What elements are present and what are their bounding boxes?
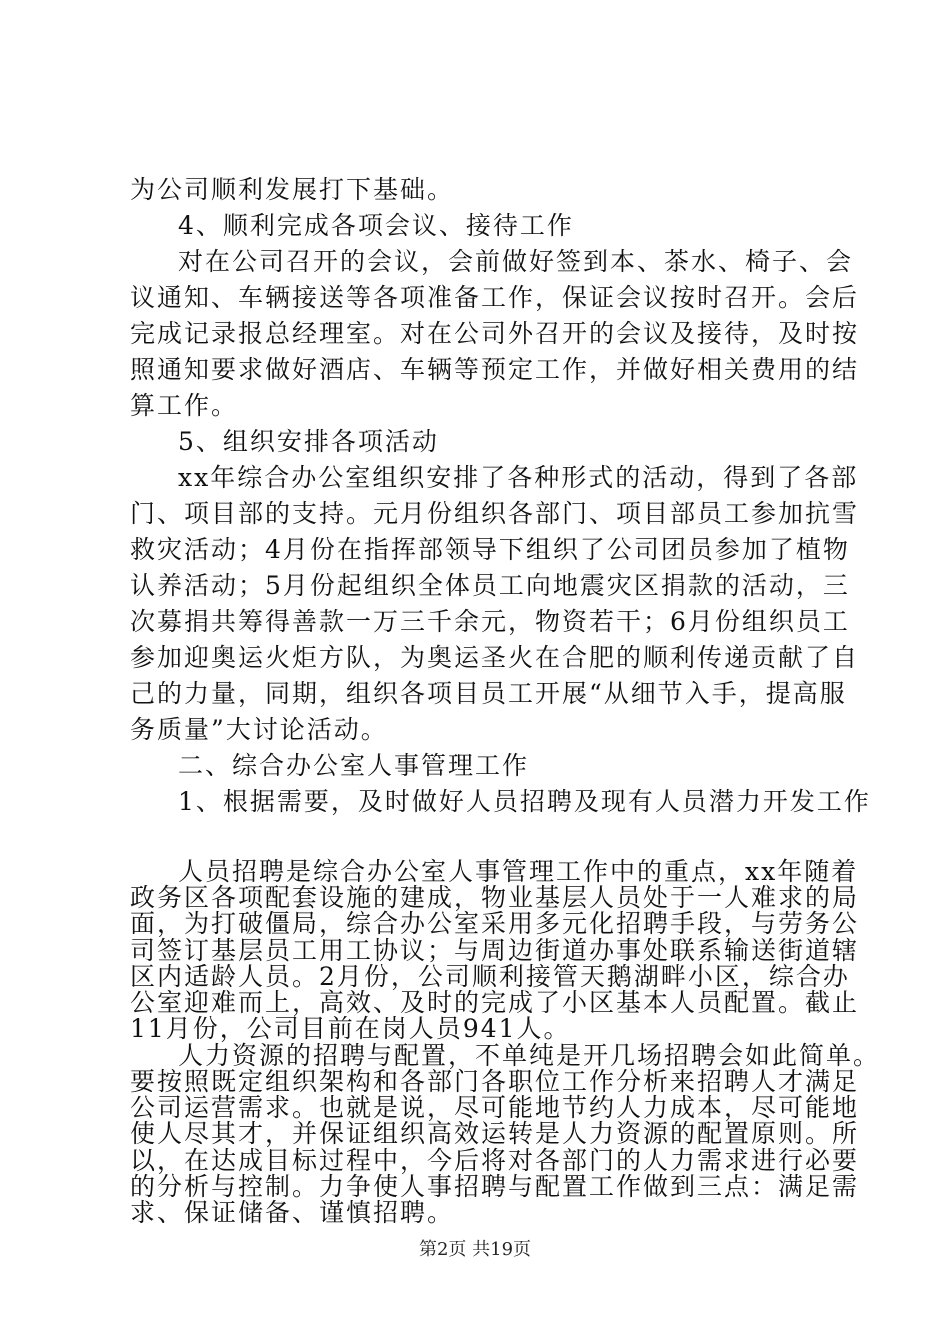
paragraph-line: 次募捐共筹得善款一万三千余元，物资若干；6月份组织员工 bbox=[130, 607, 850, 636]
section-heading: 1、根据需要，及时做好人员招聘及现有人员潜力开发工作 bbox=[178, 787, 871, 816]
paragraph-line: 的分析与控制。力争使人事招聘与配置工作做到三点：满足需 bbox=[130, 1171, 860, 1201]
paragraph-line: 务质量”大讨论活动。 bbox=[130, 715, 388, 744]
paragraph-line: 面，为打破僵局，综合办公室采用多元化招聘手段，与劳务公 bbox=[130, 909, 860, 939]
page-number: 第2页 共19页 bbox=[418, 1239, 532, 1260]
paragraph-line: 算工作。 bbox=[130, 391, 239, 420]
paragraph-line: 以，在达成目标过程中，今后将对各部门的人力需求进行必要 bbox=[130, 1145, 860, 1175]
paragraph-line: 议通知、车辆接送等各项准备工作，保证会议按时召开。会后 bbox=[130, 283, 860, 312]
paragraph-line: 公室迎难而上，高效、及时的完成了小区基本人员配置。截止 bbox=[130, 988, 860, 1018]
section-heading: 二、综合办公室人事管理工作 bbox=[178, 751, 530, 780]
paragraph-line: 政务区各项配套设施的建成，物业基层人员处于一人难求的局 bbox=[130, 883, 860, 913]
paragraph-line: 要按照既定组织架构和各部门各职位工作分析来招聘人才满足 bbox=[130, 1066, 860, 1096]
paragraph-line: 己的力量，同期，组织各项目员工开展“从细节入手，提高服 bbox=[130, 679, 847, 708]
section-heading: 4、顺利完成各项会议、接待工作 bbox=[178, 211, 574, 240]
paragraph-line: 参加迎奥运火炬方队，为奥运圣火在合肥的顺利传递贡献了自 bbox=[130, 643, 860, 672]
paragraph-line: 完成记录报总经理室。对在公司外召开的会议及接待，及时按 bbox=[130, 319, 860, 348]
paragraph-line: 对在公司召开的会议，会前做好签到本、茶水、椅子、会 bbox=[178, 247, 854, 276]
paragraph-line: 使人尽其才，并保证组织高效运转是人力资源的配置原则。所 bbox=[130, 1119, 860, 1149]
paragraph-line: 司签订基层员工用工协议；与周边街道办事处联系输送街道辖 bbox=[130, 935, 860, 965]
paragraph-line: 11月份，公司目前在岗人员941人。 bbox=[130, 1014, 571, 1044]
paragraph-line: 人员招聘是综合办公室人事管理工作中的重点，xx年随着 bbox=[178, 857, 859, 886]
paragraph-line: 照通知要求做好酒店、车辆等预定工作，并做好相关费用的结 bbox=[130, 355, 860, 384]
paragraph-line: 公司运营需求。也就是说，尽可能地节约人力成本，尽可能地 bbox=[130, 1093, 860, 1123]
paragraph-line: 认养活动；5月份起组织全体员工向地震灾区捐款的活动，三 bbox=[130, 571, 850, 600]
paragraph-line: 救灾活动；4月份在指挥部领导下组织了公司团员参加了植物 bbox=[130, 535, 850, 564]
paragraph-line: 人力资源的招聘与配置，不单纯是开几场招聘会如此简单。 bbox=[178, 1040, 881, 1070]
paragraph-line: 为公司顺利发展打下基础。 bbox=[130, 175, 455, 204]
section-heading: 5、组织安排各项活动 bbox=[178, 427, 439, 456]
paragraph-line: xx年综合办公室组织安排了各种形式的活动，得到了各部 bbox=[178, 463, 859, 492]
paragraph-line: 区内适龄人员。2月份，公司顺利接管天鹅湖畔小区，综合办 bbox=[130, 961, 850, 991]
paragraph-line: 求、保证储备、谨慎招聘。 bbox=[130, 1198, 455, 1227]
paragraph-line: 门、项目部的支持。元月份组织各部门、项目部员工参加抗雪 bbox=[130, 499, 860, 528]
